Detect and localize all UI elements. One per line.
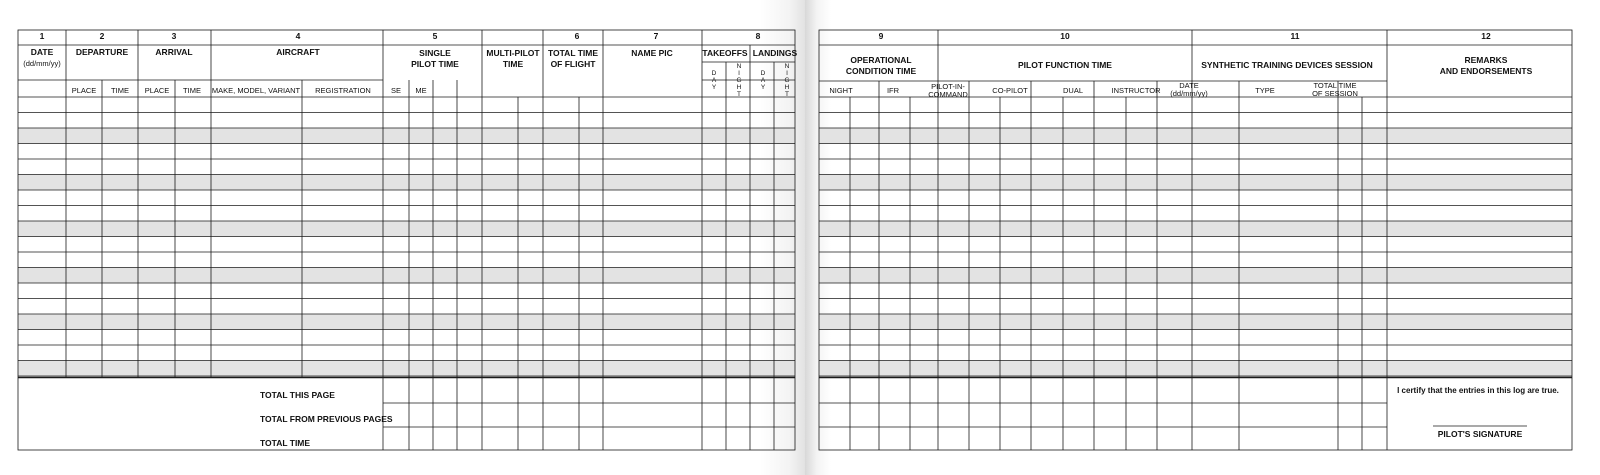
col-number-1: 1 [39,31,45,41]
col-number-12: 12 [1481,31,1491,41]
dual-label: DUAL [1062,86,1084,95]
synthetic-training-header: SYNTHETIC TRAINING DEVICES SESSION [1201,60,1373,70]
sim-type-label: TYPE [1255,86,1275,95]
certification-statement: I certify that the entries in this log are true. [1397,386,1559,395]
arrival-header: ARRIVAL [155,47,193,57]
shaded-row-band [819,268,1572,284]
col-number-5: 5 [432,31,438,41]
takeoffs-header: TAKEOFFS [702,48,748,58]
se-label: SE [390,86,402,95]
total-previous-pages-label: TOTAL FROM PREVIOUS PAGES [260,414,393,424]
aircraft-header: AIRCRAFT [276,47,320,57]
right-page [805,0,1600,475]
col-number-3: 3 [171,31,177,41]
remarks-header: REMARKS [1464,55,1508,65]
shaded-row-band [18,361,795,377]
total-this-page-label: TOTAL THIS PAGE [260,390,335,400]
col-number-8: 8 [755,31,761,41]
arrival-time-label: TIME [183,86,201,95]
right-page-grid [805,0,1600,475]
landings-header: LANDINGS [752,48,798,58]
sim-date-label: DATE [1179,81,1199,90]
remarks-header-line2: AND ENDORSEMENTS [1439,66,1533,76]
multi-pilot-header: MULTI-PILOT [486,48,540,58]
night-label: NIGHT [829,86,853,95]
session-total-label-line2: OF SESSION [1312,89,1358,98]
date-format-label: (dd/mm/yy) [23,59,61,68]
takeoff-night-label: N I G H T [736,63,742,98]
me-label: ME [415,86,427,95]
pic-label: PILOT-IN- [931,82,965,91]
landing-day-label: D A Y [760,70,766,91]
registration-label: REGISTRATION [315,86,371,95]
single-pilot-header-line2: PILOT TIME [411,59,459,69]
multi-pilot-header-line2: TIME [502,59,524,69]
operational-header: OPERATIONAL [850,55,912,65]
shaded-row-band [819,175,1572,191]
shaded-row-band [819,221,1572,237]
col-number-2: 2 [99,31,105,41]
col-number-6: 6 [574,31,580,41]
pilot-function-header: PILOT FUNCTION TIME [1018,60,1112,70]
landing-night-label: N I G H T [784,63,790,98]
shaded-row-band [18,221,795,237]
session-total-label: TOTAL TIME [1313,81,1357,90]
ifr-label: IFR [886,86,900,95]
takeoff-day-label: D A Y [711,70,717,91]
col-number-9: 9 [878,31,884,41]
instructor-label: INSTRUCTOR [1111,86,1161,95]
shaded-row-band [819,361,1572,377]
col-number-10: 10 [1060,31,1070,41]
make-model-label: MAKE, MODEL, VARIANT [211,86,301,95]
total-time-header: TOTAL TIME [547,48,599,58]
operational-header-line2: CONDITION TIME [845,66,917,76]
arrival-place-label: PLACE [144,86,170,95]
departure-time-label: TIME [111,86,129,95]
shaded-row-band [18,128,795,144]
shaded-row-band [18,268,795,284]
col-number-7: 7 [653,31,659,41]
shaded-row-band [819,314,1572,330]
col-number-11: 11 [1290,31,1300,41]
total-time-header-line2: OF FLIGHT [550,59,596,69]
col-number-4: 4 [295,31,301,41]
shaded-row-band [18,314,795,330]
copilot-label: CO-PILOT [992,86,1028,95]
pilot-signature-label: PILOT'S SIGNATURE [1437,429,1523,439]
shaded-row-band [18,175,795,191]
departure-header: DEPARTURE [75,47,129,57]
departure-place-label: PLACE [71,86,97,95]
name-pic-header: NAME PIC [631,48,673,58]
total-time-label: TOTAL TIME [260,438,311,448]
shaded-row-band [819,128,1572,144]
sim-date-format-label: (dd/mm/yy) [1170,89,1208,98]
pic-label-line2: COMMAND [928,90,968,99]
single-pilot-header: SINGLE [419,48,451,58]
table-frame [18,30,795,450]
date-header: DATE [30,47,54,57]
